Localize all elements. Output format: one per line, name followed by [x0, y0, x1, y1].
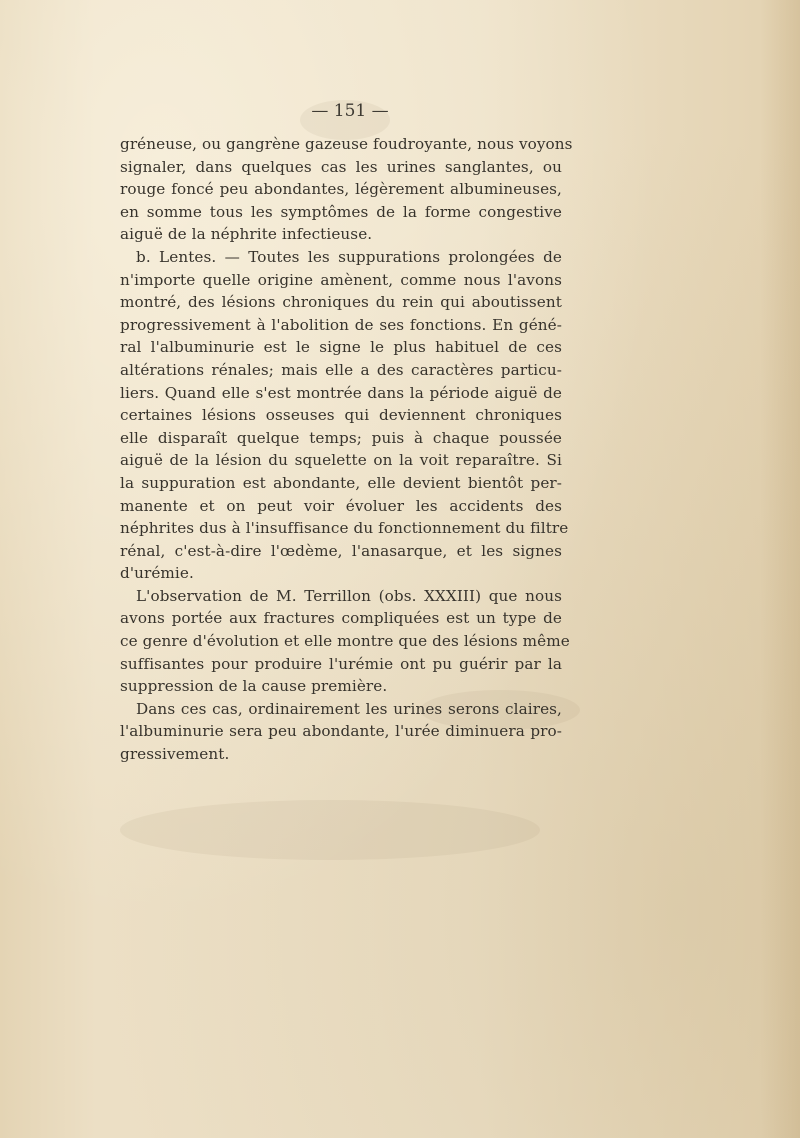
- text-line: aiguë de la lésion du squelette on la voit reparaître. Si: [120, 451, 562, 470]
- text-line: suffisantes pour produire l'urémie ont pu guérir par la: [120, 654, 562, 673]
- text-line: liers. Quand elle s'est montrée dans la période aiguë de: [120, 383, 562, 402]
- text-line: signaler, dans quelques cas les urines sanglantes, ou: [120, 157, 562, 176]
- text-line: rénal, c'est-à-dire l'œdème, l'anasarque, et les signes: [120, 541, 562, 560]
- text-line: n'importe quelle origine amènent, comme nous l'avons: [120, 270, 562, 289]
- text-line: gréneuse, ou gangrène gazeuse foudroyante, nous voyons: [120, 135, 573, 153]
- text-line: avons portée aux fractures compliquées est un type de: [120, 609, 562, 628]
- text-line: d'urémie.: [120, 564, 194, 583]
- text-line: gressivement.: [120, 745, 230, 764]
- page-edge-shadow: [760, 0, 800, 1138]
- text-line: b. Lentes. — Toutes les suppurations prolongées de: [136, 247, 562, 266]
- paper-stain: [120, 800, 540, 860]
- text-line: la suppuration est abondante, elle devient bientôt per-: [120, 473, 562, 492]
- text-line: altérations rénales; mais elle a des caractères particu-: [120, 360, 562, 379]
- text-line: rouge foncé peu abondantes, légèrement albumineuses,: [120, 180, 562, 199]
- text-line: en somme tous les symptômes de la forme congestive: [120, 202, 562, 221]
- text-line: L'observation de M. Terrillon (obs. XXXIII) que nous: [136, 586, 562, 605]
- text-line: elle disparaît quelque temps; puis à chaque poussée: [120, 428, 562, 447]
- text-line: l'albuminurie sera peu abondante, l'urée diminuera pro-: [120, 722, 562, 741]
- text-line: progressivement à l'abolition de ses fonctions. En géné-: [120, 315, 562, 334]
- text-line: suppression de la cause première.: [120, 677, 388, 696]
- text-line: manente et on peut voir évoluer les accidents des: [120, 496, 562, 515]
- text-line: certaines lésions osseuses qui deviennent chroniques: [120, 406, 562, 425]
- text-line: Dans ces cas, ordinairement les urines serons claires,: [136, 699, 562, 718]
- text-line: ral l'albuminurie est le signe le plus habituel de ces: [120, 338, 562, 357]
- text-line: aiguë de la néphrite infectieuse.: [120, 225, 373, 244]
- text-line: montré, des lésions chroniques du rein qui aboutissent: [120, 293, 562, 312]
- page-number: — 151 —: [311, 101, 389, 121]
- body-text: [120, 133, 573, 766]
- text-line: ce genre d'évolution et elle montre que des lésions même: [120, 632, 570, 651]
- text-line: néphrites dus à l'insuffisance du fonctionnement du filtre: [120, 519, 569, 538]
